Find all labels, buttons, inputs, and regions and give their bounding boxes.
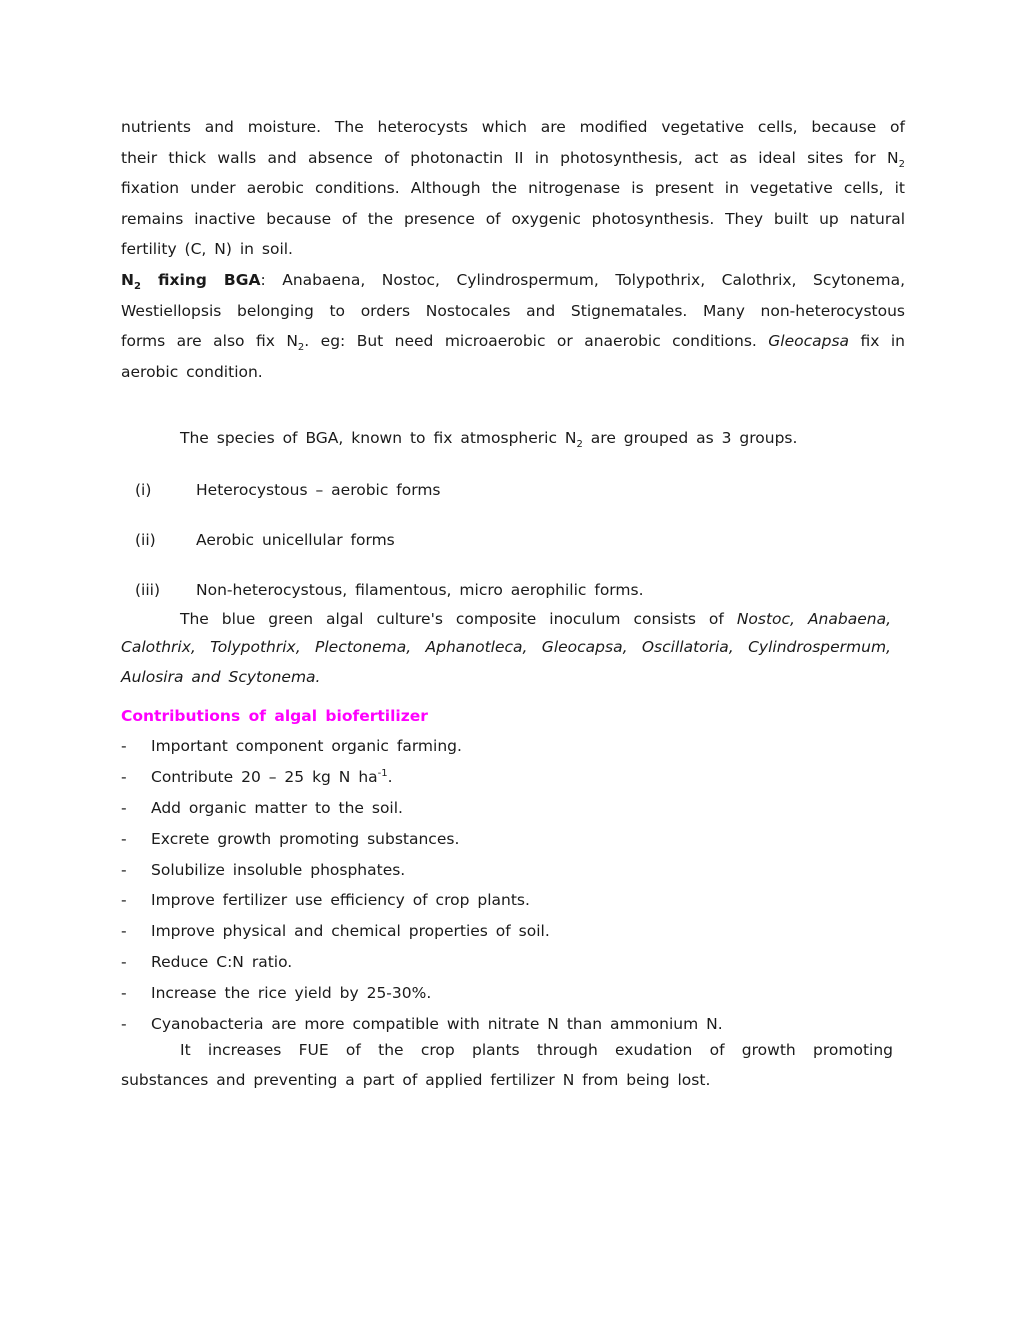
text-line: Calothrix, Tolypothrix, Plectonema, Aphanotleca, Gleocapsa, Oscillatoria, Cylindrospermum, — [121, 638, 891, 657]
paragraph-heterocysts — [121, 112, 905, 265]
group-item — [135, 475, 905, 505]
group-item — [135, 575, 905, 605]
list-item: - Contribute 20 – 25 kg N $ha^{-1}$. — [121, 767, 393, 787]
document-page — [121, 112, 905, 1095]
group-number: (i) — [135, 481, 152, 500]
text-line: their thick walls and absence of photonactin II in photosynthesis, act as ideal sites for $N_2$ — [121, 148, 905, 170]
paragraph-n2-fixing-bga — [121, 265, 905, 387]
text-line: substances and preventing a part of applied fertilizer N from being lost. — [121, 1071, 711, 1090]
list-item: - Add organic matter to the soil. — [121, 798, 403, 817]
text-line: Aulosira and Scytonema. — [121, 668, 321, 687]
text-line: aerobic condition. — [121, 362, 263, 381]
text-line: It increases FUE of the crop plants through exudation of growth promoting — [180, 1041, 893, 1060]
group-item — [135, 525, 905, 555]
text-line: Westiellopsis belonging to orders Nostocales and Stignematales. Many non-heterocystous — [121, 301, 905, 320]
text-line: forms are also fix $N_2$. eg: But need microaerobic or anaerobic conditions. Gleocapsa fix in — [121, 332, 905, 354]
text-line: remains inactive because of the presence of oxygenic photosynthesis. They built up natural — [121, 209, 905, 228]
text-line: nutrients and moisture. The heterocysts which are modified vegetative cells, because of — [121, 118, 905, 136]
list-item: - Improve physical and chemical properties of soil. — [121, 922, 550, 941]
group-text: Heterocystous – aerobic forms — [196, 481, 441, 500]
paragraph-fue — [121, 1035, 905, 1095]
n2-fixing-label: $N_2$ fixing BGA — [121, 270, 261, 293]
group-text: Aerobic unicellular forms — [196, 531, 395, 550]
text-line: $N_2$ fixing BGA: Anabaena, Nostoc, Cylindrospermum, Tolypothrix, Calothrix, Scytonema, — [121, 270, 905, 293]
group-text: Non-heterocystous, filamentous, micro aerophilic forms. — [196, 581, 644, 600]
group-number: (ii) — [135, 531, 156, 550]
list-item: - Excrete growth promoting substances. — [121, 829, 460, 848]
list-item: - Improve fertilizer use efficiency of crop plants. — [121, 891, 530, 910]
text-line: The blue green algal culture's composite inoculum consists of Nostoc, Anabaena, — [180, 610, 892, 629]
section-heading: Contributions of algal biofertilizer — [121, 707, 428, 726]
contributions-list — [121, 731, 905, 1039]
list-item: - Cyanobacteria are more compatible with nitrate N than ammonium N. — [121, 1014, 723, 1033]
text-line: fertility (C, N) in soil. — [121, 240, 293, 259]
list-item: - Increase the rice yield by 25-30%. — [121, 983, 432, 1002]
list-item: - Reduce C:N ratio. — [121, 952, 293, 971]
groups-intro: The species of BGA, known to fix atmospheric $N_2$ are grouped as 3 groups. — [180, 429, 798, 451]
group-number: (iii) — [135, 581, 161, 600]
list-item: - Important component organic farming. — [121, 737, 462, 756]
list-item: - Solubilize insoluble phosphates. — [121, 860, 406, 879]
paragraph-composite-inoculum — [121, 605, 905, 693]
text-line: fixation under aerobic conditions. Although the nitrogenase is present in vegetative cells, it — [121, 179, 905, 198]
